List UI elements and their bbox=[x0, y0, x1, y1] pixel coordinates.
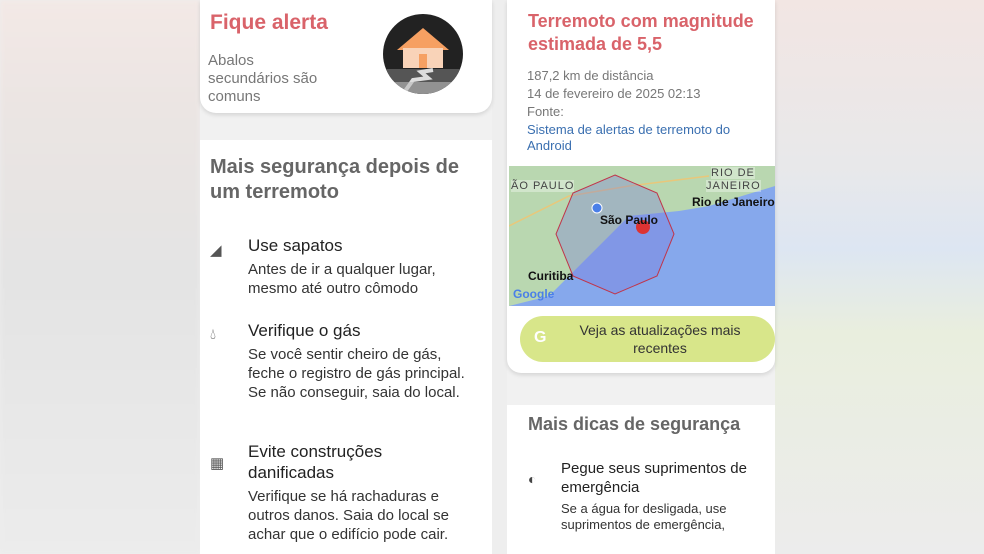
section-title: Mais segurança depois de um terremoto bbox=[210, 156, 459, 203]
map-label: Rio de Janeiro bbox=[692, 195, 775, 209]
updates-button[interactable] bbox=[520, 316, 775, 362]
alert-title: Fique alerta bbox=[210, 11, 328, 34]
more-tips-title: Mais dicas de segurança bbox=[528, 414, 741, 434]
google-g-icon: G bbox=[534, 329, 547, 346]
more-tips-card bbox=[507, 405, 775, 554]
tip-text: Verifique se há rachaduras e outros danos. Saia do local se achar que o edifício pode cair. bbox=[248, 488, 449, 543]
map-label: São Paulo bbox=[600, 213, 659, 227]
map-label: ÃO PAULO bbox=[511, 180, 575, 192]
tip-text: Se você sentir cheiro de gás, feche o registro de gás principal. Se não conseguir, saia do local. bbox=[248, 346, 465, 401]
map-label: JANEIRO bbox=[706, 180, 761, 192]
datetime: 14 de fevereiro de 2025 02:13 bbox=[527, 86, 701, 101]
distance: 187,2 km de distância bbox=[527, 68, 654, 83]
half-circle-icon: ◐ bbox=[528, 471, 537, 487]
safety-section bbox=[200, 140, 492, 554]
house-earthquake-icon bbox=[383, 14, 463, 94]
right-screen bbox=[507, 0, 775, 554]
tip-text: Se a água for desligada, use suprimentos de emergência, bbox=[561, 501, 727, 532]
tip-text: Antes de ir a qualquer lugar, mesmo até outro cômodo bbox=[248, 261, 436, 297]
tip-title: Pegue seus suprimentos de emergência bbox=[561, 460, 747, 496]
source-link[interactable]: Sistema de alertas de terremoto do Android bbox=[527, 122, 731, 153]
source-label: Fonte: bbox=[527, 104, 564, 119]
tip-title: Verifique o gás bbox=[248, 321, 361, 340]
tip-title: Evite construções danificadas bbox=[248, 442, 383, 482]
earthquake-title: Terremoto com magnitude estimada de 5,5 bbox=[528, 11, 754, 54]
map[interactable] bbox=[509, 166, 775, 306]
tip-title: Use sapatos bbox=[248, 236, 343, 255]
updates-button-label: Veja as atualizações mais recentes bbox=[579, 322, 741, 356]
map-label: RIO DE bbox=[711, 167, 755, 179]
damaged-building-icon: ▦ bbox=[210, 455, 225, 472]
earthquake-card bbox=[507, 0, 775, 373]
shoe-icon: ◢ bbox=[210, 242, 222, 259]
google-logo: Google bbox=[513, 287, 555, 301]
gas-drop-icon: 💧︎ bbox=[210, 326, 217, 343]
alert-card bbox=[200, 0, 492, 113]
alert-text: Abalos secundários são comuns bbox=[208, 52, 318, 105]
map-label: Curitiba bbox=[528, 269, 574, 283]
blurred-background-left bbox=[0, 0, 200, 554]
left-screen bbox=[200, 0, 492, 554]
blurred-background-right bbox=[775, 0, 984, 554]
